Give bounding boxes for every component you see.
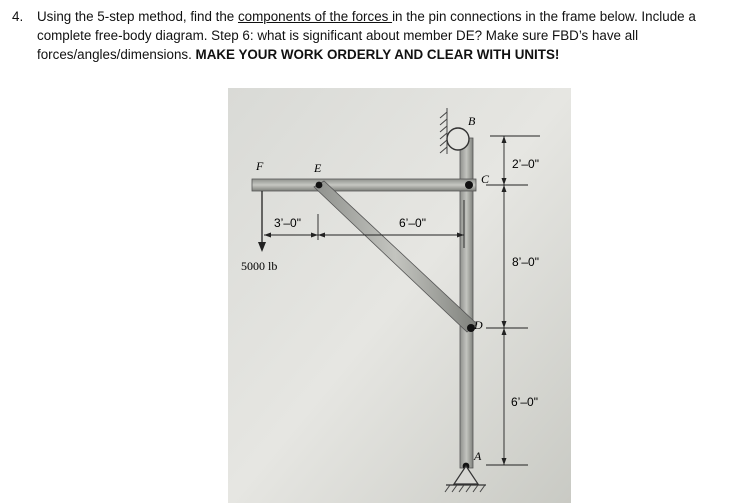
member-fec — [252, 179, 476, 191]
dimension-top: 2’–0" — [512, 157, 539, 171]
problem-number: 4. — [12, 9, 24, 24]
dimension-bottom: 6’–0" — [511, 395, 538, 409]
problem-emphasis: MAKE YOUR WORK ORDERLY AND CLEAR WITH UNITS! — [195, 47, 560, 62]
dimension-middle: 8’–0" — [512, 255, 539, 269]
problem-text-intro: Using the 5-step method, find the — [37, 9, 238, 24]
label-a: A — [474, 449, 482, 463]
label-f: F — [256, 159, 264, 173]
label-b: B — [468, 114, 476, 128]
problem-underlined-phrase: components of the forces — [237, 9, 393, 24]
label-d: D — [474, 318, 483, 332]
load-label: 5000 lb — [241, 259, 278, 273]
pin-c-icon — [465, 181, 473, 189]
label-e: E — [314, 161, 322, 175]
problem-text — [37, 7, 737, 64]
problem-text-rest: in the pin connections in the frame below. Include a complete free-body diagram. Step 6: what is significant about member DE? Make sure FBD’s have all forces/angles/dimensions. — [37, 9, 696, 62]
label-c: C — [481, 172, 490, 186]
frame-diagram — [228, 88, 571, 503]
frame-figure-photo — [228, 88, 571, 503]
pin-e-icon — [316, 182, 323, 189]
photo-background — [228, 88, 571, 503]
dimension-right-span: 6’–0" — [399, 216, 426, 230]
dimension-left-span: 3’–0" — [274, 216, 301, 230]
roller-b-icon — [447, 128, 469, 150]
